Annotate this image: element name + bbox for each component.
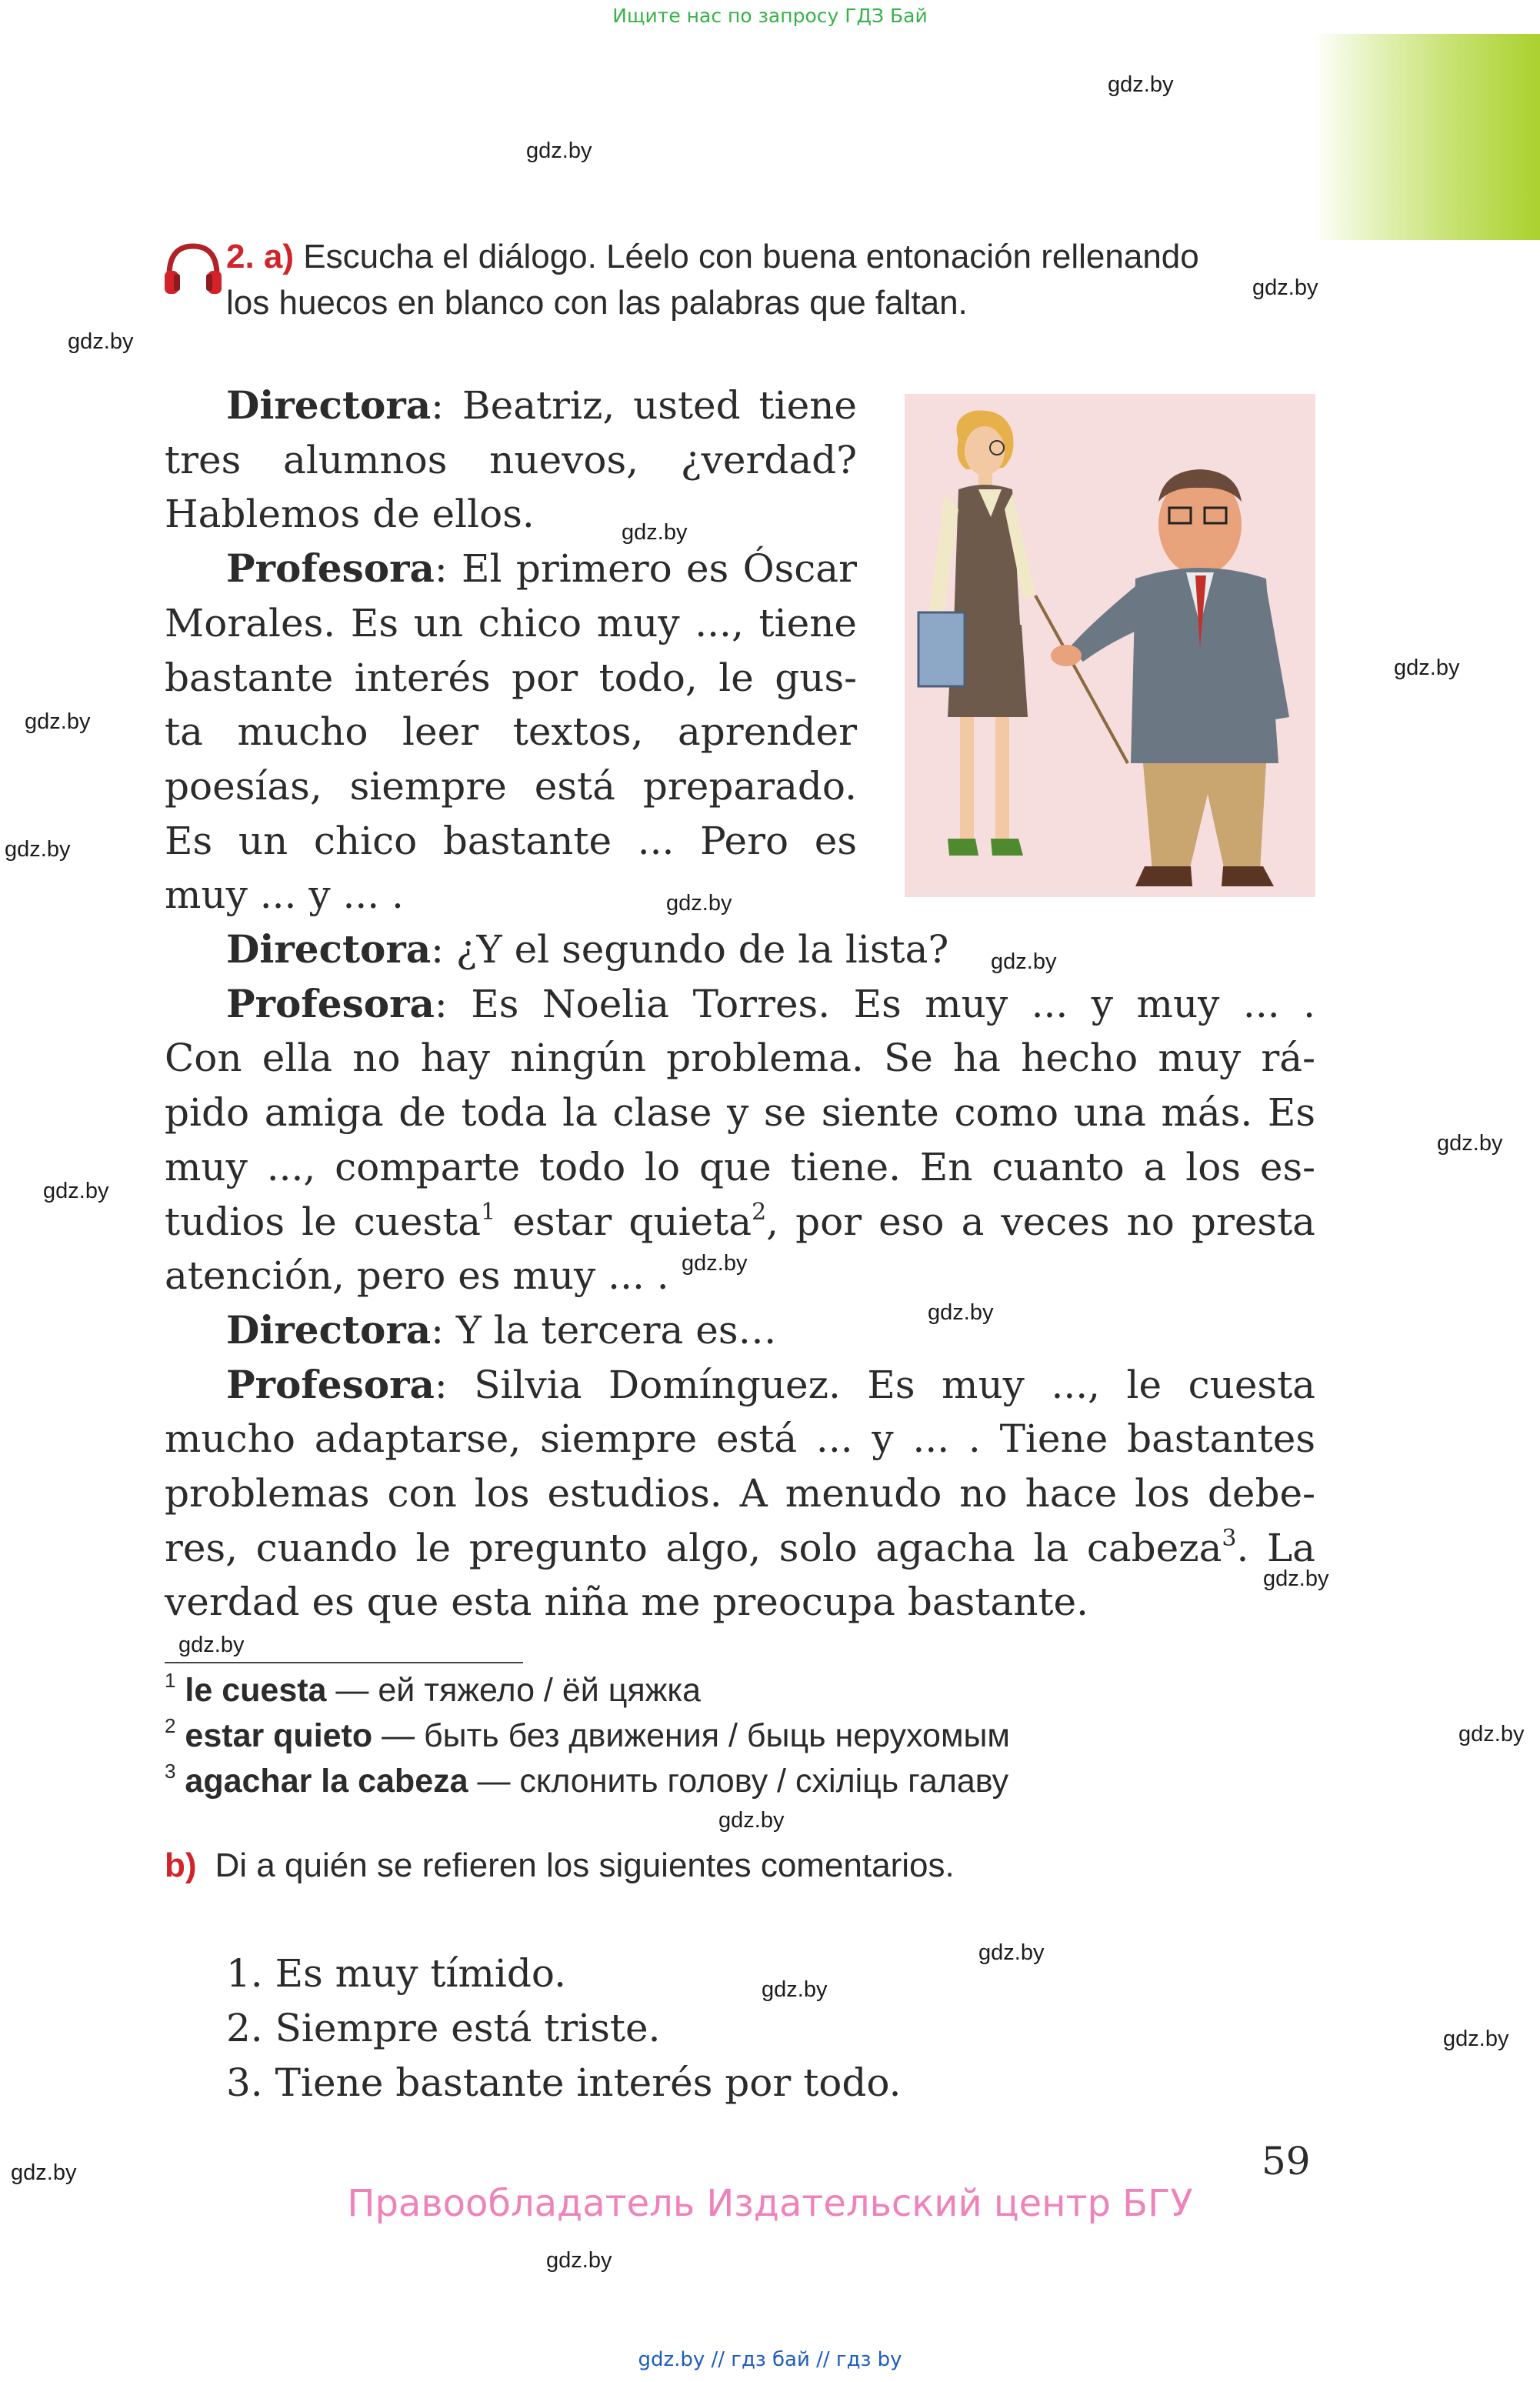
- watermark: gdz.by: [978, 1940, 1045, 1965]
- dialog-line: problemas con los estudios. A menudo no hace los debe-: [165, 1471, 1315, 1516]
- dialog-text-span: tudios le cuesta: [165, 1199, 482, 1244]
- dialog-line: poesías, siempre está preparado.: [165, 763, 857, 809]
- dialog-text-span: . La: [1236, 1525, 1315, 1570]
- dialog-line: tres alumnos nuevos, ¿verdad?: [165, 437, 857, 482]
- copyright-notice: Правообладатель Издательский центр БГУ: [347, 2182, 1193, 2225]
- speaker-label: Profesora: [226, 1361, 435, 1407]
- watermark: gdz.by: [1458, 1722, 1525, 1746]
- speaker-label: Directora: [226, 1306, 432, 1353]
- dialog-text-span: estar quieta: [495, 1199, 752, 1244]
- dialog-line: Morales. Es un chico muy ..., tiene: [165, 600, 857, 646]
- dialog-line: [165, 1303, 1315, 1358]
- part-b-instruction: [165, 1847, 955, 1885]
- footnote-term: estar quieto: [185, 1717, 373, 1754]
- watermark: gdz.by: [622, 520, 688, 545]
- bottom-links[interactable]: gdz.by // гдз бай // гдз by: [638, 2348, 902, 2371]
- dialog-text: [165, 379, 1315, 1630]
- watermark: gdz.by: [682, 1251, 748, 1276]
- footnote-translation: — быть без движения / быць нерухомым: [372, 1717, 1010, 1754]
- dialog-line: Es un chico bastante ... Pero es: [165, 818, 857, 863]
- watermark: gdz.by: [1108, 72, 1174, 97]
- footnote-term: le cuesta: [185, 1672, 327, 1709]
- dialog-text-span: : Es Noelia Torres. Es muy ... y muy ... .: [434, 981, 1315, 1026]
- watermark: gdz.by: [526, 138, 592, 163]
- dialog-line: Con ella no hay ningún problema. Se ha hecho muy rá-: [165, 1036, 1315, 1081]
- dialog-text-span: : ¿Y el segundo de la lista?: [431, 927, 949, 972]
- dialog-line: [165, 1195, 1315, 1249]
- dialog-text-span: : Beatriz, usted tiene: [431, 383, 857, 428]
- page-number: 59: [1262, 2139, 1311, 2184]
- footnote-translation: — ей тяжело / ёй цяжка: [326, 1672, 702, 1709]
- dialog-line: [165, 542, 857, 596]
- footnote: [165, 1713, 1242, 1759]
- exercise-number: 2. a): [226, 238, 295, 275]
- comments-list: [226, 1947, 902, 2110]
- dialog-text-span: , por eso a veces no presta: [766, 1199, 1315, 1244]
- watermark: gdz.by: [43, 1179, 109, 1203]
- dialog-line: [165, 1358, 1315, 1413]
- dialog-line: [165, 1521, 1315, 1576]
- dialog-text-span: res, cuando le pregunto algo, solo agacha la cabeza: [165, 1525, 1222, 1570]
- instruction-line-1: Escucha el diálogo. Léelo con buena entonación rellenando: [303, 238, 1199, 275]
- footnotes: [165, 1668, 1242, 1804]
- dialog-line: mucho adaptarse, siempre está ... y ... . Tiene bastantes: [165, 1416, 1315, 1462]
- watermark: gdz.by: [546, 2248, 612, 2273]
- dialog-line: Hablemos de ellos.: [165, 492, 535, 537]
- watermark: gdz.by: [1394, 656, 1460, 680]
- footnote-divider: [165, 1662, 523, 1663]
- dialog-line: ta mucho leer textos, aprender: [165, 709, 857, 755]
- watermark: gdz.by: [666, 891, 732, 916]
- watermark: gdz.by: [1443, 2027, 1509, 2051]
- instruction-line-2: los huecos en blanco con las palabras que faltan.: [226, 284, 968, 322]
- exercise-instruction: [226, 234, 1318, 326]
- watermark: gdz.by: [25, 709, 91, 734]
- footnote-term: agachar la cabeza: [185, 1763, 468, 1800]
- watermark: gdz.by: [718, 1808, 785, 1833]
- dialog-text-span: : Y la tercera es…: [431, 1307, 777, 1353]
- watermark: gdz.by: [1252, 275, 1318, 300]
- footnote-number: 3: [165, 1760, 176, 1783]
- part-b-letter: b): [165, 1847, 197, 1884]
- list-item: 2. Siempre está triste.: [226, 2006, 661, 2050]
- list-item: 1. Es muy tímido.: [226, 1951, 567, 1996]
- speaker-label: Profesora: [226, 980, 435, 1026]
- dialog-line: [165, 922, 1315, 977]
- footnote-translation: — склонить голову / схіліць галаву: [468, 1763, 1009, 1800]
- dialog-line: [165, 379, 857, 433]
- speaker-label: Directora: [226, 382, 432, 428]
- footnote-ref: 3: [1222, 1524, 1237, 1552]
- dialog-line: pido amiga de toda la clase y se siente como una más. Es: [165, 1090, 1315, 1136]
- watermark: gdz.by: [991, 949, 1057, 974]
- dialog-line: muy ... y ... .: [165, 872, 404, 918]
- footnote: [165, 1668, 1242, 1713]
- footnote-number: 2: [165, 1714, 176, 1737]
- dialog-line: atención, pero es muy ... .: [165, 1253, 669, 1299]
- headphones-icon: [162, 240, 225, 297]
- list-item: 3. Tiene bastante interés por todo.: [226, 2060, 902, 2105]
- top-banner[interactable]: Ищите нас по запросу ГДЗ Бай: [612, 5, 928, 27]
- part-b-text: Di a quién se refieren los siguientes comentarios.: [215, 1847, 955, 1884]
- dialog-line: [165, 977, 1315, 1032]
- footnote-ref: 2: [752, 1198, 767, 1226]
- watermark: gdz.by: [178, 1633, 245, 1657]
- watermark: gdz.by: [5, 837, 71, 862]
- corner-decoration: [1312, 34, 1540, 240]
- dialog-text-span: : Silvia Domínguez. Es muy ..., le cuesta: [434, 1362, 1315, 1407]
- dialog-line: muy ..., comparte todo lo que tiene. En cuanto a los es-: [165, 1144, 1315, 1189]
- speaker-label: Directora: [226, 926, 432, 972]
- watermark: gdz.by: [11, 2160, 77, 2185]
- watermark: gdz.by: [68, 329, 134, 354]
- dialog-line: verdad es que esta niña me preocupa bastante.: [165, 1580, 1089, 1625]
- watermark: gdz.by: [762, 1977, 828, 2002]
- watermark: gdz.by: [928, 1300, 994, 1325]
- dialog-line: bastante interés por todo, le gus-: [165, 655, 857, 700]
- footnote-ref: 1: [481, 1198, 496, 1226]
- footnote-number: 1: [165, 1669, 176, 1692]
- footnote: [165, 1759, 1242, 1804]
- speaker-label: Profesora: [226, 545, 435, 592]
- watermark: gdz.by: [1263, 1566, 1329, 1591]
- dialog-text-span: : El primero es Óscar: [434, 546, 857, 592]
- watermark: gdz.by: [1437, 1131, 1503, 1156]
